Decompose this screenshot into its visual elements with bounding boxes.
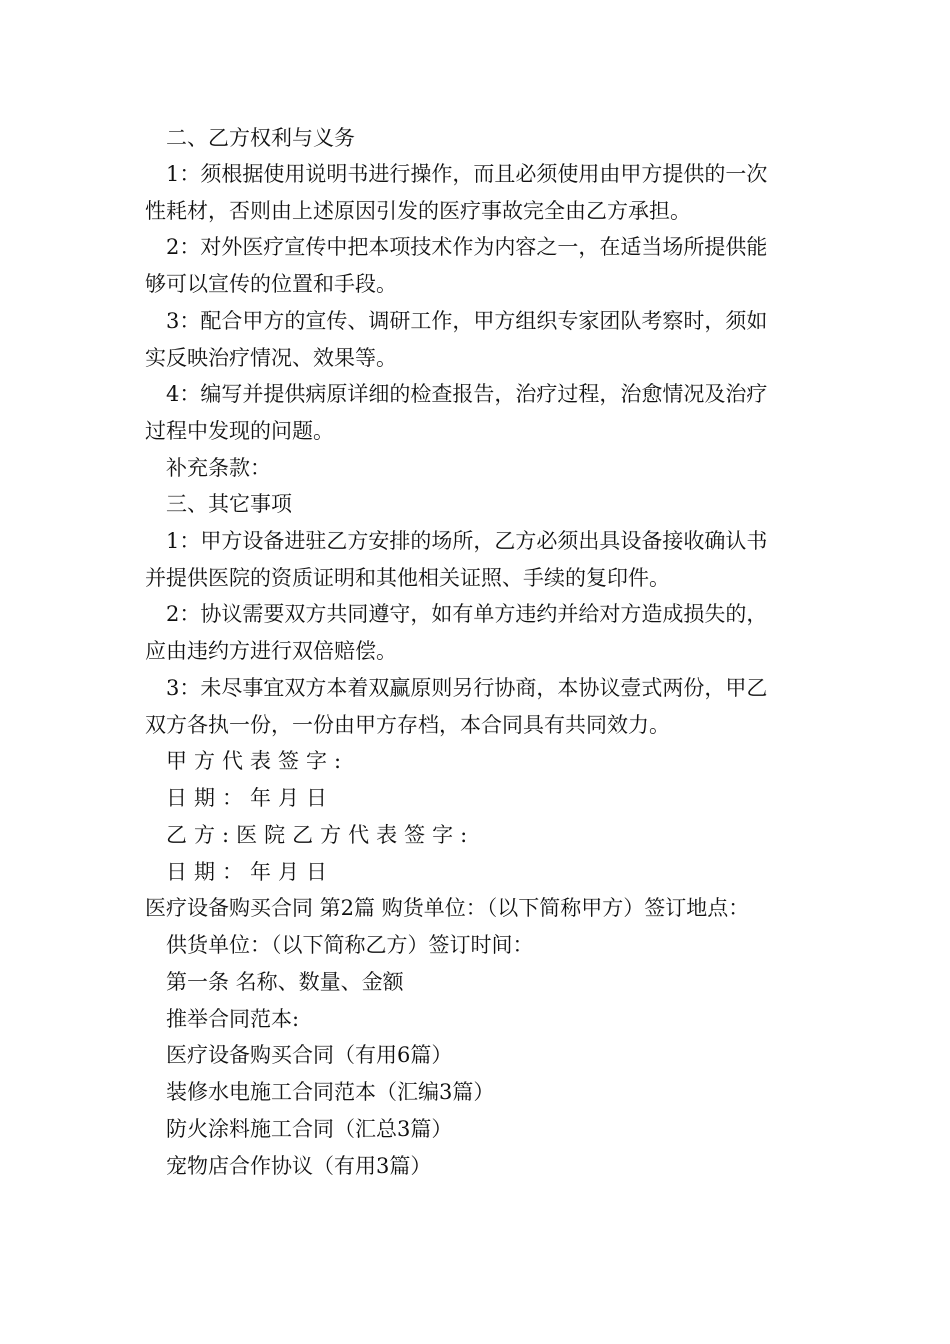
party-b-signature-label: 乙方:医院乙方代表签字: bbox=[166, 823, 475, 847]
section2-heading: 二、乙方权利与义务 bbox=[166, 126, 355, 150]
recommend-link-4[interactable]: 宠物店合作协议（有用3篇） bbox=[166, 1154, 432, 1178]
section3-item2-line2: 应由违约方进行双倍赔偿。 bbox=[145, 639, 397, 663]
contract2-supplier-line: 供货单位：（以下简称乙方）签订时间： bbox=[166, 933, 534, 957]
section3-item3-line2: 双方各执一份，一份由甲方存档，本合同具有共同效力。 bbox=[145, 713, 670, 737]
section3-heading: 三、其它事项 bbox=[166, 492, 292, 516]
section2-item2-line2: 够可以宣传的位置和手段。 bbox=[145, 272, 397, 296]
contract2-article1: 第一条 名称、数量、金额 bbox=[166, 970, 404, 994]
date-line-2: 日期：年月日 bbox=[166, 860, 334, 884]
section3-item3-line1: 3：未尽事宜双方本着双赢原则另行协商，本协议壹式两份，甲乙 bbox=[166, 676, 768, 700]
date-line-1: 日期：年月日 bbox=[166, 786, 334, 810]
section3-item2-line1: 2：协议需要双方共同遵守，如有单方违约并给对方造成损失的， bbox=[166, 602, 768, 626]
section2-item1-line2: 性耗材，否则由上述原因引发的医疗事故完全由乙方承担。 bbox=[145, 199, 691, 223]
section2-item4-line1: 4：编写并提供病原详细的检查报告，治疗过程，治愈情况及治疗 bbox=[166, 382, 768, 406]
section3-item1-line2: 并提供医院的资质证明和其他相关证照、手续的复印件。 bbox=[145, 566, 670, 590]
contract2-title-line: 医疗设备购买合同 第2篇 购货单位：（以下简称甲方）签订地点： bbox=[145, 896, 750, 920]
recommend-link-3[interactable]: 防火涂料施工合同（汇总3篇） bbox=[166, 1117, 453, 1141]
section2-item3-line2: 实反映治疗情况、效果等。 bbox=[145, 346, 397, 370]
section2-item2-line1: 2：对外医疗宣传中把本项技术作为内容之一，在适当场所提供能 bbox=[166, 235, 768, 259]
recommend-heading: 推举合同范本: bbox=[166, 1007, 300, 1031]
section2-item3-line1: 3：配合甲方的宣传、调研工作，甲方组织专家团队考察时，须如 bbox=[166, 309, 768, 333]
party-a-signature-label: 甲方代表签字: bbox=[166, 749, 349, 773]
supplement-clause: 补充条款： bbox=[166, 456, 271, 480]
recommend-link-1[interactable]: 医疗设备购买合同（有用6篇） bbox=[166, 1043, 453, 1067]
section2-item1-line1: 1：须根据使用说明书进行操作，而且必须使用由甲方提供的一次 bbox=[166, 162, 768, 186]
section3-item1-line1: 1：甲方设备进驻乙方安排的场所，乙方必须出具设备接收确认书 bbox=[166, 529, 768, 553]
recommend-link-2[interactable]: 装修水电施工合同范本（汇编3篇） bbox=[166, 1080, 495, 1104]
section2-item4-line2: 过程中发现的问题。 bbox=[145, 419, 334, 443]
